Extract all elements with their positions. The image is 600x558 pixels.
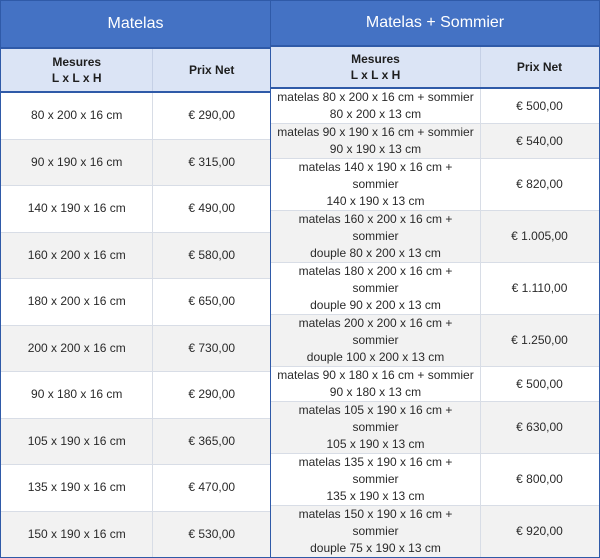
header-measure-label: Mesures: [351, 51, 400, 66]
price-cell: € 290,00: [188, 108, 236, 123]
price-cell: € 1.005,00: [511, 229, 568, 243]
table-row: [271, 315, 599, 367]
sommier-header-measure: [271, 47, 481, 87]
matelas-title: Matelas: [1, 1, 270, 47]
table-row: [1, 186, 270, 233]
table-row: [271, 263, 599, 315]
table-row: [271, 367, 599, 402]
table-row: [1, 233, 270, 280]
combo-line2: douple 90 x 200 x 13 cm: [310, 298, 441, 312]
size-cell: 135 x 190 x 16 cm: [1, 465, 153, 511]
price-cell: € 1.110,00: [511, 281, 568, 295]
size-cell: 105 x 190 x 16 cm: [1, 419, 153, 465]
table-row: [1, 93, 270, 140]
price-cell: € 315,00: [188, 154, 236, 169]
combo-cell: [271, 315, 481, 366]
combo-line1: matelas 105 x 190 x 16 cm + sommier: [298, 403, 453, 434]
combo-line2: douple 100 x 200 x 13 cm: [306, 350, 445, 364]
sommier-header-price: Prix Net: [516, 59, 563, 74]
price-cell: € 650,00: [188, 294, 236, 309]
header-measure-sublabel: L x L x H: [51, 71, 102, 85]
combo-line2: 90 x 180 x 13 cm: [329, 385, 422, 399]
combo-line2: 140 x 190 x 13 cm: [326, 194, 425, 208]
combo-cell: [271, 159, 481, 210]
price-cell: € 800,00: [516, 472, 563, 486]
combo-cell: [271, 211, 481, 262]
combo-line2: 80 x 200 x 13 cm: [329, 107, 422, 121]
price-cell: € 365,00: [188, 433, 236, 448]
table-row: [1, 512, 270, 558]
combo-line2: douple 80 x 200 x 13 cm: [310, 246, 441, 260]
combo-line2: 135 x 190 x 13 cm: [326, 489, 425, 503]
combo-cell: [271, 506, 481, 557]
table-row: [1, 326, 270, 373]
combo-line1: matelas 150 x 190 x 16 cm + sommier: [298, 507, 453, 538]
size-cell: 200 x 200 x 16 cm: [1, 326, 153, 372]
price-cell: € 500,00: [516, 98, 563, 113]
sommier-table: [271, 0, 600, 558]
combo-cell: [271, 124, 481, 158]
table-row: [271, 211, 599, 263]
header-measure-label: Mesures: [52, 55, 102, 69]
table-row: [1, 419, 270, 466]
combo-line1: matelas 160 x 200 x 16 cm + sommier: [298, 212, 453, 243]
combo-line1: matelas 90 x 180 x 16 cm + sommier: [277, 368, 474, 382]
size-cell: 90 x 180 x 16 cm: [1, 372, 153, 418]
header-measure-sublabel: L x L x H: [350, 67, 401, 82]
matelas-header-measure: [1, 49, 153, 91]
table-row: [271, 506, 599, 557]
price-cell: € 820,00: [516, 177, 563, 191]
combo-cell: [271, 454, 481, 505]
matelas-table: [0, 0, 271, 558]
combo-line2: 105 x 190 x 13 cm: [326, 437, 425, 451]
price-cell: € 500,00: [516, 376, 563, 391]
table-row: [1, 372, 270, 419]
table-row: [271, 124, 599, 159]
combo-line1: matelas 90 x 190 x 16 cm + sommier: [277, 125, 474, 139]
price-cell: € 1.250,00: [511, 333, 568, 347]
price-cell: € 580,00: [188, 247, 236, 262]
combo-line1: matelas 80 x 200 x 16 cm + sommier: [277, 90, 474, 104]
table-row: [1, 465, 270, 512]
matelas-header-price: Prix Net: [189, 63, 235, 77]
combo-line2: 90 x 190 x 13 cm: [329, 142, 422, 156]
price-cell: € 490,00: [188, 201, 236, 216]
price-cell: € 540,00: [516, 133, 563, 148]
sommier-title: Matelas + Sommier: [271, 1, 599, 45]
size-cell: 90 x 190 x 16 cm: [1, 140, 153, 186]
table-row: [271, 89, 599, 124]
combo-cell: [271, 367, 481, 401]
table-row: [271, 402, 599, 454]
price-cell: € 530,00: [188, 526, 236, 541]
matelas-rows: [1, 93, 270, 557]
table-row: [1, 140, 270, 187]
combo-cell: [271, 263, 481, 314]
combo-line1: matelas 200 x 200 x 16 cm + sommier: [298, 316, 453, 347]
sommier-rows: [271, 89, 599, 557]
table-row: [1, 279, 270, 326]
combo-cell: [271, 402, 481, 453]
table-row: [271, 454, 599, 506]
size-cell: 150 x 190 x 16 cm: [1, 512, 153, 558]
price-cell: € 920,00: [516, 524, 563, 538]
price-cell: € 470,00: [188, 480, 236, 495]
size-cell: 160 x 200 x 16 cm: [1, 233, 153, 279]
price-cell: € 730,00: [188, 340, 236, 355]
price-cell: € 630,00: [516, 420, 563, 434]
combo-line1: matelas 135 x 190 x 16 cm + sommier: [298, 455, 453, 486]
combo-line2: douple 75 x 190 x 13 cm: [310, 541, 441, 555]
combo-cell: [271, 89, 481, 123]
size-cell: 140 x 190 x 16 cm: [1, 186, 153, 232]
combo-line1: matelas 180 x 200 x 16 cm + sommier: [298, 264, 453, 295]
size-cell: 80 x 200 x 16 cm: [1, 93, 153, 139]
combo-line1: matelas 140 x 190 x 16 cm + sommier: [298, 160, 453, 191]
price-cell: € 290,00: [188, 387, 236, 402]
sommier-header-row: [271, 45, 599, 89]
table-row: [271, 159, 599, 211]
matelas-header-row: [1, 47, 270, 93]
size-cell: 180 x 200 x 16 cm: [1, 279, 153, 325]
